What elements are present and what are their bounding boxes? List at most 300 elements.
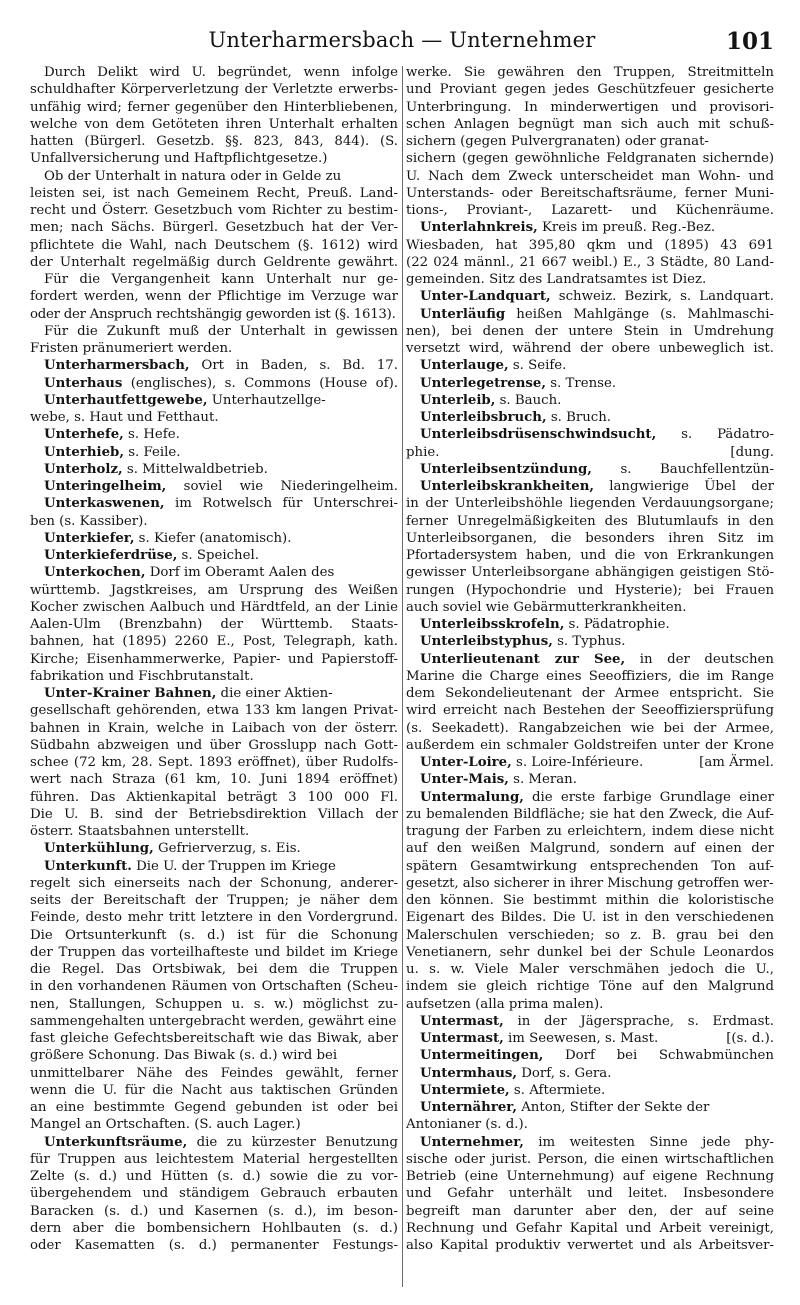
line-text: s. Pädatro- — [656, 427, 774, 443]
line-text: die Regel. Das Ortsbiwak, bei dem die Truppen — [30, 962, 398, 977]
line-content — [406, 548, 774, 563]
text-line — [406, 737, 774, 754]
line-content — [44, 531, 291, 546]
line-content — [30, 1152, 398, 1167]
line-text: Die U. der Truppen im Kriege — [131, 858, 336, 874]
line-text: Malerschulen verschieden; so z. B. grau bei den — [406, 927, 774, 943]
line-content — [406, 255, 774, 270]
line-text: begreift man darunter aber den, der auf seine — [406, 1203, 774, 1219]
line-text: s. Bauchfellentzün- — [591, 461, 774, 477]
line-text: gemeinden. Sitz des Landratsamtes ist Diez. — [406, 272, 707, 287]
line-content — [30, 289, 398, 304]
line-content — [30, 1186, 398, 1201]
headword: Unterkaswenen, — [44, 496, 165, 512]
text-line — [30, 789, 398, 806]
line-content — [420, 462, 774, 477]
text-line — [30, 996, 398, 1013]
line-text: spätern Gesamtwirkung entsprechenden Ton auf- — [406, 858, 774, 874]
line-content — [44, 686, 333, 701]
line-text: dem Sekondelieutenant der Armee entspricht. Sie — [406, 686, 774, 701]
entry-line — [30, 547, 398, 564]
line-text: württemb. Jagstkreises, am Ursprung des Weißen — [30, 582, 398, 598]
line-content — [406, 807, 774, 822]
line-text: Venetianern, sehr dunkel bei der Schule Leonardos — [406, 944, 774, 960]
line-text: Pfortadersystem haben, und die von Erkrankungen — [406, 548, 774, 563]
entry-line — [406, 1030, 774, 1047]
line-text: ben (s. Kassiber). — [30, 513, 148, 529]
text-line — [30, 754, 398, 771]
text-line — [406, 1203, 774, 1220]
text-line — [406, 513, 774, 530]
text-line — [406, 340, 774, 357]
headword: Unterkiefer, — [44, 530, 135, 546]
entry-line — [406, 1013, 774, 1030]
line-content — [30, 514, 148, 529]
text-line — [406, 944, 774, 961]
line-text: schee (72 km, 28. Sept. 1893 eröffnet), über Rudolfs- — [30, 755, 398, 770]
line-content — [44, 427, 180, 442]
line-text: übergehendem und ständigem Gebrauch erbauten — [30, 1186, 398, 1202]
headword: Untermiete, — [420, 1082, 510, 1098]
line-text: regelt sich einerseits nach der Schonung, anderer- — [30, 875, 398, 891]
line-text: s. Hefe. — [123, 427, 180, 443]
entry-line — [406, 651, 774, 668]
text-line — [406, 254, 774, 271]
line-content — [30, 1169, 398, 1184]
line-content — [420, 1083, 605, 1098]
line-content — [406, 531, 774, 546]
line-text: leisten sei, ist nach Gemeinem Recht, Preuß. Land- — [30, 185, 398, 201]
line-content — [406, 238, 774, 253]
line-text: schweiz. Bezirk, s. Landquart. — [550, 289, 774, 305]
line-text: Die Ortsunterkunft (s. d.) ist für die Schonung — [30, 927, 398, 943]
line-content — [30, 117, 398, 132]
headword: Unterhaus — [44, 375, 123, 391]
line-content — [406, 100, 774, 115]
text-columns — [30, 64, 774, 1287]
line-content — [30, 203, 398, 218]
entry-line — [30, 426, 398, 443]
line-content — [30, 945, 398, 960]
line-content — [420, 634, 625, 649]
line-text: unmittelbarer Nähe des Feindes gewählt, ferner — [30, 1065, 398, 1081]
line-text: gesetzt, also sicherer in ihrer Mischung getroffen wer- — [406, 875, 774, 891]
text-line — [406, 547, 774, 564]
text-line — [406, 99, 774, 116]
line-text: fabrikation und Fischbrutanstalt. — [30, 668, 254, 684]
line-content — [44, 859, 336, 874]
text-line — [30, 116, 398, 133]
line-text: der Unterhalt regelmäßig durch Geldrente gewährt. — [30, 254, 398, 270]
line-text: Betrieb (eine Unternehmung) auf eigene Rechnung — [406, 1169, 774, 1184]
line-text: oder der Anspruch rechtshängig geworden ist (§. 1613). — [30, 306, 396, 322]
text-line — [406, 1151, 774, 1168]
text-line — [406, 978, 774, 995]
line-content — [406, 738, 774, 753]
text-line — [30, 202, 398, 219]
line-content — [44, 1135, 398, 1150]
line-text: unfähig wird; ferner gegenüber den Hinterbliebenen, — [30, 99, 398, 115]
line-content — [44, 841, 301, 856]
line-content — [30, 738, 398, 753]
line-text: für Truppen aus leichtestem Material hergestellten — [30, 1151, 398, 1167]
line-content — [406, 169, 774, 184]
line-content — [406, 686, 774, 701]
text-line — [30, 978, 398, 995]
text-line — [406, 806, 774, 823]
text-line — [406, 685, 774, 702]
line-content — [406, 444, 439, 461]
line-text: der Truppen das vorteilhafteste und bildet im Kriege — [30, 944, 398, 960]
headword: Unternährer, — [420, 1100, 517, 1115]
line-content — [44, 324, 398, 339]
text-line — [30, 288, 398, 305]
line-content — [406, 1221, 774, 1236]
line-text: U. Nach dem Zweck unterscheidet man Wohn- und — [406, 168, 774, 184]
line-content — [44, 376, 398, 391]
text-line — [30, 806, 398, 823]
line-text: wird erreicht nach Bestehen der Seeoffiziersprüfung — [406, 703, 774, 719]
text-line — [30, 513, 398, 530]
text-line — [406, 564, 774, 581]
line-text: und Proviant gegen jedes Geschützfeuer gesicherte — [406, 82, 774, 98]
headword: Unterlahnkreis, — [420, 220, 538, 236]
line-text: sammengehalten untergebracht werden, gewährt eine — [30, 1013, 397, 1029]
headword: Unterleibsdrüsenschwindsucht, — [420, 427, 657, 443]
text-line — [30, 1151, 398, 1168]
line-content — [420, 479, 774, 494]
entry-line — [30, 478, 398, 495]
line-content — [406, 893, 774, 908]
line-text: s. Kiefer (anatomisch). — [134, 530, 292, 546]
line-content — [420, 376, 616, 391]
line-content — [406, 117, 774, 132]
line-content — [30, 100, 398, 115]
headword: Untermeitingen, — [420, 1048, 544, 1064]
text-line — [30, 582, 398, 599]
line-content — [44, 548, 259, 563]
entry-line — [406, 219, 774, 236]
headword: Unterhefe, — [44, 427, 124, 443]
text-line — [30, 1220, 398, 1237]
line-text: Dorf im Oberamt Aalen des — [145, 565, 335, 581]
line-text: Kirche; Eisenhammerwerke, Papier- und Papierstoff- — [30, 651, 398, 667]
line-content — [406, 997, 603, 1012]
line-text: (s. Seekadett). Rangabzeichen wie bei der Armee, — [406, 720, 774, 736]
line-content — [30, 790, 398, 805]
entry-line — [30, 685, 398, 702]
line-text: fast gleiche Gefechtsbereitschaft wie das Biwak, aber — [30, 1031, 398, 1046]
line-text: pflichtete die Wahl, nach Deutschem (§. 1612) wird — [30, 237, 398, 253]
entry-line — [30, 840, 398, 857]
headword: Unterleibskrankheiten, — [420, 479, 595, 494]
entry-line — [406, 633, 774, 650]
line-text: im Rotwelsch für Unterschrei- — [164, 496, 398, 512]
text-line — [30, 1030, 398, 1047]
line-content — [406, 1186, 774, 1201]
line-text: seits der Bereitschaft der Truppen; je näher dem — [30, 893, 398, 908]
line-content — [30, 151, 327, 166]
line-content — [420, 220, 715, 235]
headword: Unterhieb, — [44, 444, 124, 460]
line-content — [406, 151, 774, 166]
line-text: in der deutschen — [625, 651, 774, 667]
text-line — [406, 875, 774, 892]
text-line — [30, 961, 398, 978]
headword: Unter-Landquart, — [420, 289, 551, 305]
line-text: Durch Delikt wird U. begründet, wenn infolge — [44, 65, 398, 80]
text-line — [406, 133, 774, 150]
headword: Unterleib, — [420, 392, 496, 408]
line-content — [406, 272, 706, 287]
entry-line — [406, 306, 774, 323]
line-content — [30, 634, 398, 649]
line-content — [406, 979, 774, 994]
text-line — [406, 168, 774, 185]
text-line — [30, 340, 398, 357]
line-content — [30, 876, 398, 891]
text-line — [30, 651, 398, 668]
headword: Unter-Loire, — [420, 755, 512, 770]
headword: Unterlauge, — [420, 358, 509, 374]
line-content — [30, 893, 398, 908]
line-text: Aalen-Ulm (Brenzbahn) der Württemb. Staats- — [30, 617, 398, 632]
line-text: phie. — [406, 444, 440, 460]
line-text: die zu kürzester Benutzung — [187, 1134, 398, 1150]
line-content — [30, 807, 398, 822]
line-content — [44, 565, 334, 580]
entry-line — [30, 530, 398, 547]
line-text: Feinde, desto mehr tritt letztere in den Vordergrund. — [30, 910, 398, 926]
entry-line — [406, 461, 774, 478]
text-line — [30, 99, 398, 116]
line-content — [420, 358, 566, 373]
text-line — [406, 202, 774, 219]
text-line — [406, 892, 774, 909]
line-content — [30, 1221, 398, 1236]
text-line — [406, 720, 774, 737]
entry-line — [406, 426, 774, 443]
line-content — [44, 479, 398, 494]
line-text: s. Mittelwaldbetrieb. — [122, 461, 268, 477]
text-line — [30, 323, 398, 340]
line-text: s. Aftermiete. — [509, 1082, 606, 1098]
line-text: welche von dem Getöteten ihren Unterhalt erhalten — [30, 116, 398, 132]
text-line — [406, 1185, 774, 1202]
line-content — [30, 1100, 398, 1115]
headword: Untermalung, — [420, 789, 524, 805]
line-content — [406, 824, 774, 839]
headword: Unterholz, — [44, 461, 123, 477]
text-line — [406, 599, 774, 616]
line-content — [44, 169, 341, 184]
page-number: 101 — [725, 28, 774, 55]
line-content — [420, 617, 670, 632]
line-text: Marine die Charge eines Seeoffiziers, die im Range — [406, 668, 774, 684]
line-content — [420, 1048, 774, 1063]
line-tail: [(s. d.). — [726, 1031, 774, 1046]
entry-line — [30, 357, 398, 374]
line-content — [420, 754, 643, 771]
line-content — [406, 583, 774, 598]
line-text: wert nach Straza (61 km, 10. Juni 1894 eröffnet) — [30, 772, 398, 788]
text-line — [30, 599, 398, 616]
line-content — [30, 220, 398, 235]
right-column — [406, 64, 774, 1287]
text-line — [30, 927, 398, 944]
line-text: zu bemalenden Bildfläche; sie hat den Zweck, die Auf- — [406, 806, 774, 822]
line-content — [30, 82, 398, 97]
line-text: s. Pädatrophie. — [564, 617, 670, 632]
line-text: die einer Aktien- — [216, 686, 333, 701]
line-text: Kocher zwischen Aalbuch und Härdtfeld, an der Linie — [30, 599, 398, 615]
line-text: Fristen pränumeriert werden. — [30, 341, 233, 356]
line-text: Ob der Unterhalt in natura oder in Gelde zu — [44, 168, 342, 184]
line-content — [420, 427, 774, 442]
text-line — [406, 1116, 774, 1133]
line-text: men; nach Sächs. Bürgerl. Gesetzbuch hat der Ver- — [30, 220, 398, 236]
text-line — [406, 1220, 774, 1237]
line-text: auch soviel wie Gebärmutterkrankheiten. — [406, 599, 687, 615]
line-content — [30, 1066, 398, 1081]
headword: Unternehmer, — [420, 1134, 524, 1150]
line-text: s. Trense. — [546, 375, 617, 391]
line-text: Unfallversicherung und Haftpflichtgesetze.) — [30, 151, 328, 167]
text-line — [30, 616, 398, 633]
line-text: Dorf bei Schwabmünchen — [543, 1048, 774, 1064]
line-text: Baracken (s. d.) und Kasernen (s. d.), im beson- — [30, 1203, 398, 1219]
line-content — [44, 65, 398, 80]
line-text: versetzt wird, während der obere unbeweglich ist. — [406, 341, 774, 356]
line-text: dern aber die bombensichern Hohlbauten (s. d.) — [30, 1220, 398, 1236]
headword: Unterleibsbruch, — [420, 410, 547, 425]
text-line — [406, 823, 774, 840]
text-line — [30, 668, 398, 685]
line-content — [406, 186, 774, 201]
line-content — [406, 703, 774, 718]
text-line — [406, 927, 774, 944]
line-content — [30, 1048, 337, 1063]
text-line — [406, 702, 774, 719]
line-text: wenn die U. für die Nacht aus taktischen Gründen — [30, 1082, 398, 1098]
line-text: indem sie gleich richtige Töne auf den Malgrund — [406, 979, 774, 995]
text-line — [406, 668, 774, 685]
line-text: s. Loire-Inférieure. — [511, 755, 644, 770]
line-content — [30, 134, 398, 149]
line-text: Wiesbaden, hat 395,80 qkm und (1895) 43 691 — [406, 237, 774, 253]
text-line — [406, 495, 774, 512]
text-line — [406, 323, 774, 340]
headword: Unter-Mais, — [420, 772, 509, 788]
line-content — [44, 462, 268, 477]
entry-line — [406, 357, 774, 374]
line-content — [30, 979, 398, 994]
line-content — [406, 669, 774, 684]
line-text: österr. Staatsbahnen unterstellt. — [30, 824, 250, 839]
entry-line — [406, 375, 774, 392]
text-line — [30, 1099, 398, 1116]
line-content — [420, 307, 774, 322]
line-text: sichern (gegen Pulvergranaten) oder granat- — [406, 134, 709, 149]
line-text: Dorf, s. Gera. — [517, 1065, 612, 1081]
line-content — [30, 255, 398, 270]
text-line — [406, 150, 774, 167]
line-text: Für die Zukunft muß der Unterhalt in gewissen — [44, 323, 398, 339]
entry-line — [30, 564, 398, 581]
headword: Unterkieferdrüse, — [44, 548, 178, 563]
line-text: Für die Vergangenheit kann Unterhalt nur ge- — [44, 272, 398, 287]
text-line — [30, 409, 398, 426]
line-text: bahnen, hat (1895) 2260 E., Post, Telegraph, kath. — [30, 634, 398, 650]
line-content — [30, 600, 398, 615]
headword: Unterleibstyphus, — [420, 634, 553, 650]
entry-line — [30, 444, 398, 461]
running-head: Unterharmersbach — Unternehmer — [208, 28, 596, 52]
line-content — [30, 617, 398, 632]
entry-line — [406, 771, 774, 788]
line-content — [406, 496, 774, 511]
line-text: die erste farbige Grundlage einer — [523, 789, 774, 805]
entry-line — [406, 616, 774, 633]
line-content — [44, 272, 398, 287]
text-line — [406, 1168, 774, 1185]
text-line — [406, 444, 774, 461]
line-content — [30, 703, 398, 718]
text-line — [406, 858, 774, 875]
line-text: Südbahn abzweigen und über Grosslupp nach Gott- — [30, 737, 398, 753]
entry-line — [406, 789, 774, 806]
line-text: sische oder jurist. Person, die einen wirtschaftlichen — [406, 1151, 774, 1167]
line-content — [30, 238, 398, 253]
line-text: s. Meran. — [508, 772, 577, 788]
line-text: und Gefahr unterhält und leitet. Insbesondere — [406, 1186, 774, 1202]
headword: Unterharmersbach, — [44, 358, 190, 374]
line-content — [420, 1066, 611, 1081]
line-text: im Seewesen, s. Mast. — [503, 1031, 659, 1046]
text-line — [30, 771, 398, 788]
line-text: Zelte (s. d.) und Hütten (s. d.) sowie die zu vor- — [30, 1169, 398, 1184]
text-line — [30, 737, 398, 754]
line-text: tragung der Farben zu erleichtern, indem diese nicht — [406, 824, 774, 839]
headword: Unterhautfettgewebe, — [44, 392, 208, 408]
entry-line — [406, 1082, 774, 1099]
text-line — [30, 1082, 398, 1099]
line-text: webe, s. Haut und Fetthaut. — [30, 410, 219, 425]
line-content — [30, 1014, 396, 1029]
text-line — [30, 1237, 398, 1254]
entry-line — [406, 392, 774, 409]
text-line — [406, 840, 774, 857]
line-content — [420, 652, 774, 667]
headword: Unterläufig — [420, 306, 506, 322]
line-content — [30, 1083, 398, 1098]
line-content — [30, 1031, 398, 1046]
text-line — [30, 81, 398, 98]
text-line — [30, 702, 398, 719]
line-text: rungen (Hypochondrie und Hysterie); bei Frauen — [406, 582, 774, 598]
line-text: gewisser Unterleibsorgane abhängigen geistigen Stö- — [406, 565, 774, 581]
line-text: s. Speichel. — [177, 548, 259, 563]
headword: Unterlieutenant zur See, — [420, 651, 626, 667]
line-content — [44, 445, 180, 460]
text-line — [406, 582, 774, 599]
line-content — [406, 341, 774, 356]
line-content — [420, 393, 561, 408]
line-content — [406, 65, 774, 80]
line-text: (22 024 männl., 21 667 weibl.) E., 3 Städte, 80 Land- — [406, 254, 774, 270]
line-text: s. Bauch. — [495, 392, 562, 408]
line-content — [406, 82, 774, 97]
